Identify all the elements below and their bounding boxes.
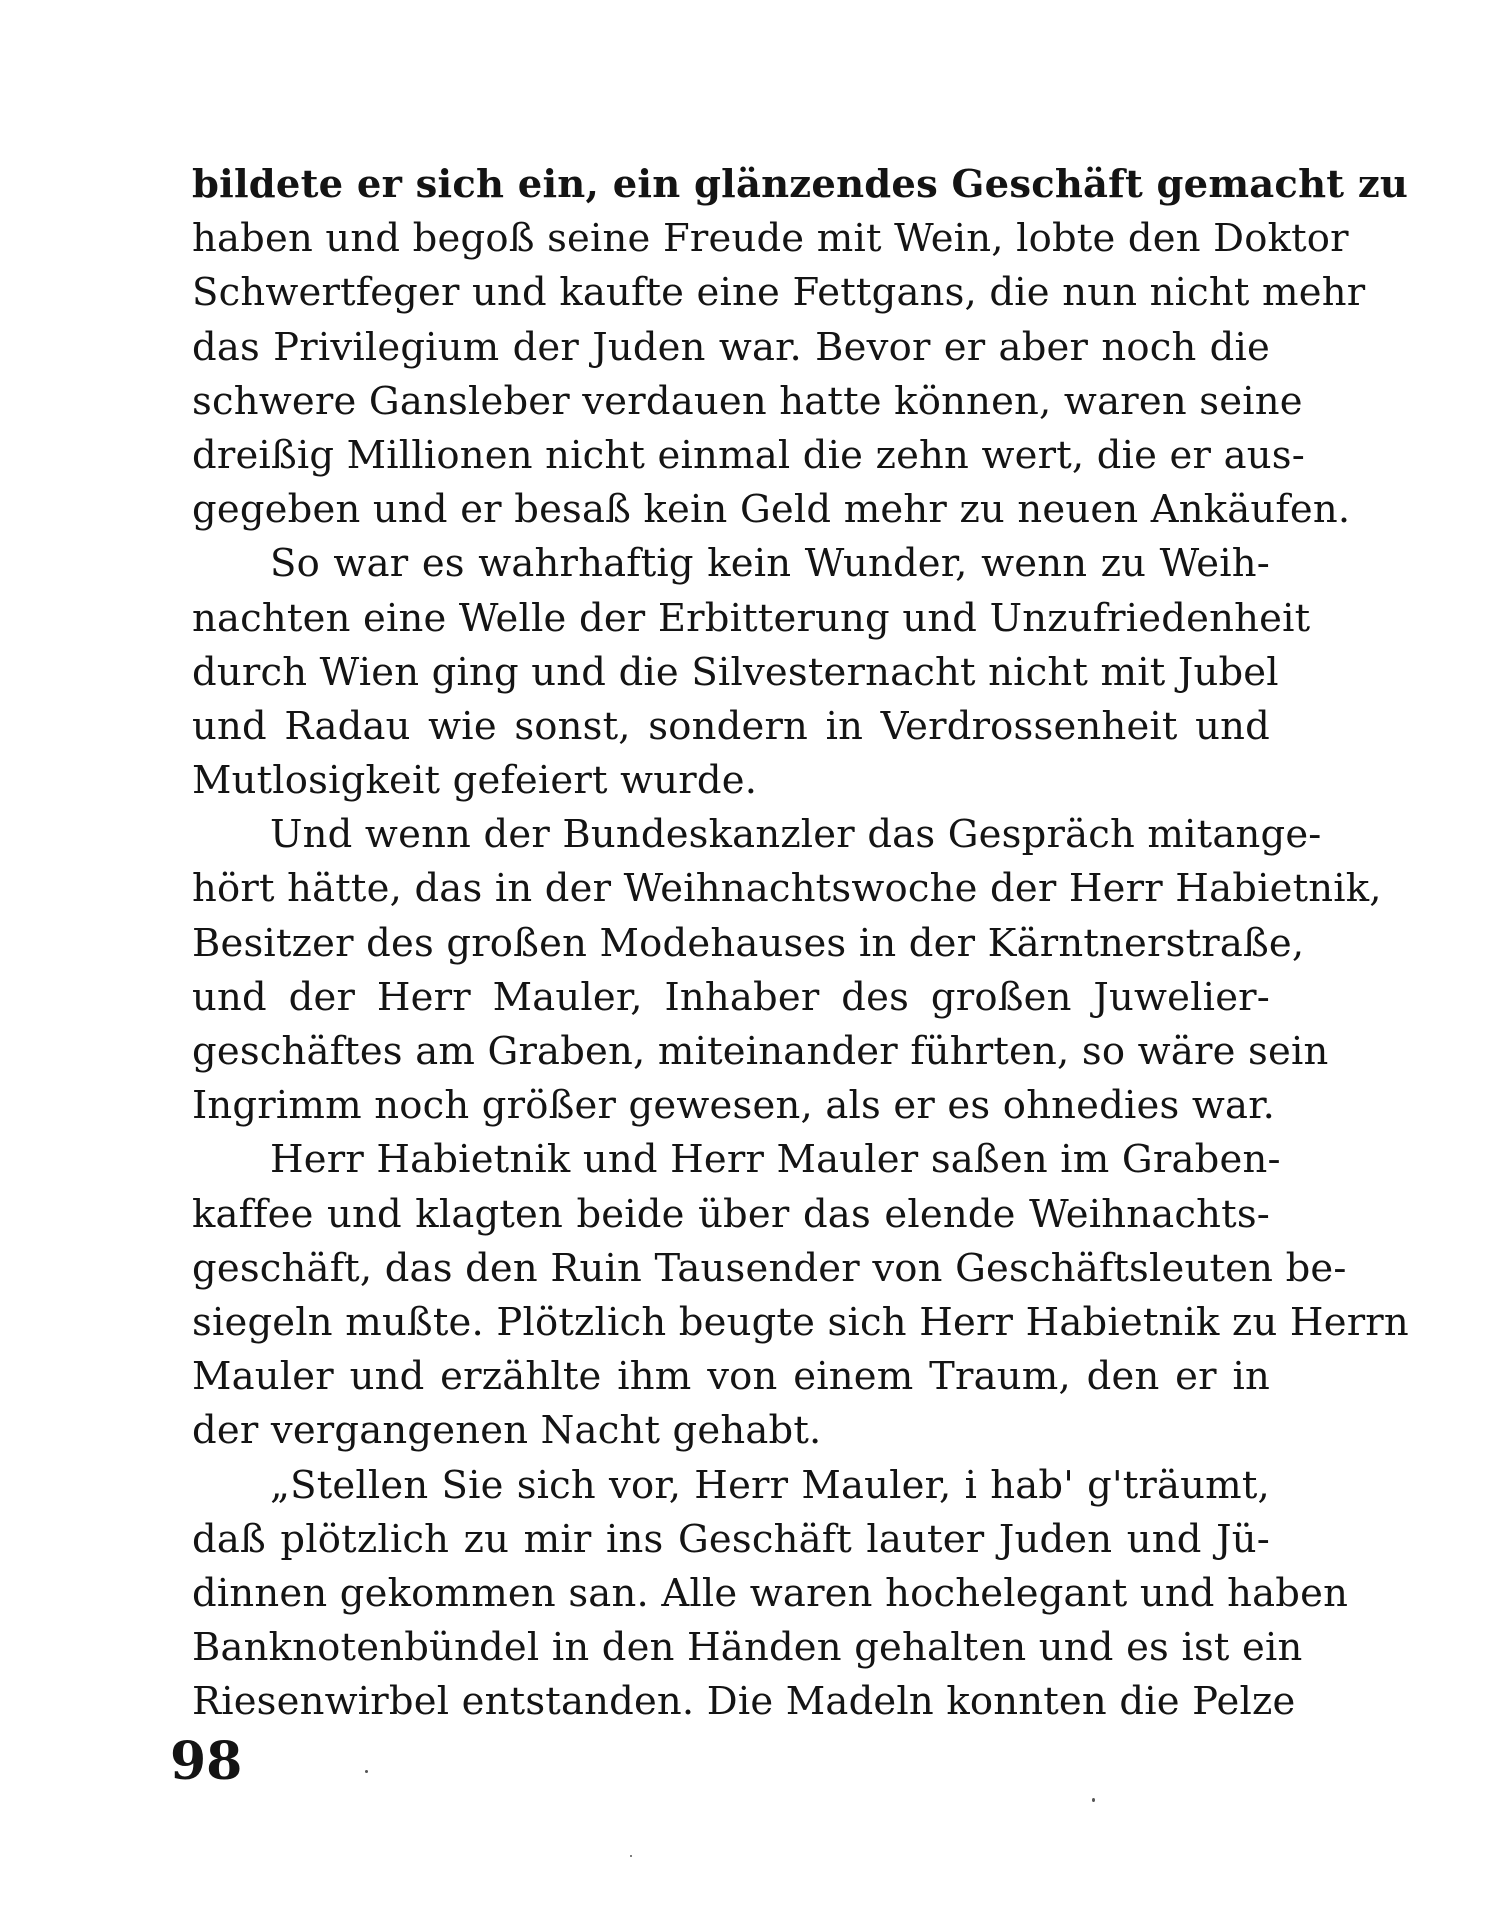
- text-line: und der Herr Mauler, Inhaber des großen Juwelier-: [192, 974, 1270, 1020]
- text-line: bildete er sich ein, ein glänzendes Geschäft gemacht zu: [192, 162, 1409, 207]
- text-line: siegeln mußte. Plötzlich beugte sich Herr Habietnik zu Herrn: [192, 1299, 1409, 1345]
- text-line: durch Wien ging und die Silvesternacht nicht mit Jubel: [192, 649, 1279, 695]
- text-line: Schwertfeger und kaufte eine Fettgans, die nun nicht mehr: [192, 270, 1366, 316]
- scan-speck: [630, 1855, 632, 1857]
- text-line: nachten eine Welle der Erbitterung und Unzufriedenheit: [192, 595, 1311, 641]
- text-line: Mauler und erzählte ihm von einem Traum, den er in: [192, 1354, 1270, 1400]
- text-line: geschäftes am Graben, miteinander führten, so wäre sein: [192, 1029, 1329, 1074]
- text-line: dinnen gekommen san. Alle waren hochelegant und haben: [192, 1570, 1349, 1616]
- text-line: gegeben und er besaß kein Geld mehr zu neuen Ankäufen.: [192, 487, 1351, 533]
- text-line: Banknotenbündel in den Händen gehalten und es ist ein: [192, 1625, 1303, 1671]
- scan-speck: [365, 1770, 368, 1773]
- text-line: haben und begoß seine Freude mit Wein, lobte den Doktor: [192, 216, 1349, 262]
- text-line: geschäft, das den Ruin Tausender von Geschäftsleuten be-: [192, 1245, 1347, 1291]
- text-line: „Stellen Sie sich vor, Herr Mauler, i hab' g'träumt,: [270, 1462, 1270, 1508]
- text-line: das Privilegium der Juden war. Bevor er aber noch die: [192, 324, 1270, 370]
- text-line: Riesenwirbel entstanden. Die Madeln konnten die Pelze: [192, 1679, 1296, 1725]
- text-line: Und wenn der Bundeskanzler das Gespräch mitange-: [270, 812, 1322, 858]
- text-line: daß plötzlich zu mir ins Geschäft lauter Juden und Jü-: [192, 1516, 1270, 1562]
- text-line: schwere Gansleber verdauen hatte können, waren seine: [192, 378, 1303, 424]
- text-line: kaffee und klagten beide über das elende Weihnachts-: [192, 1191, 1270, 1237]
- text-line: der vergangenen Nacht gehabt.: [192, 1408, 822, 1454]
- text-line: hört hätte, das in der Weihnachtswoche der Herr Habietnik,: [192, 866, 1382, 912]
- text-line: So war es wahrhaftig kein Wunder, wenn zu Weih-: [270, 541, 1270, 587]
- text-line: Mutlosigkeit gefeiert wurde.: [192, 758, 758, 804]
- page-number: 98: [170, 1731, 243, 1792]
- body-text: [192, 158, 1409, 1729]
- text-line: Herr Habietnik und Herr Mauler saßen im Graben-: [270, 1137, 1281, 1183]
- text-line: Ingrimm noch größer gewesen, als er es ohnedies war.: [192, 1083, 1276, 1129]
- text-line: dreißig Millionen nicht einmal die zehn wert, die er aus-: [192, 432, 1305, 478]
- text-line: und Radau wie sonst, sondern in Verdrossenheit und: [192, 703, 1270, 749]
- text-line: Besitzer des großen Modehauses in der Kärntnerstraße,: [192, 920, 1305, 966]
- scan-speck: [1092, 1798, 1095, 1802]
